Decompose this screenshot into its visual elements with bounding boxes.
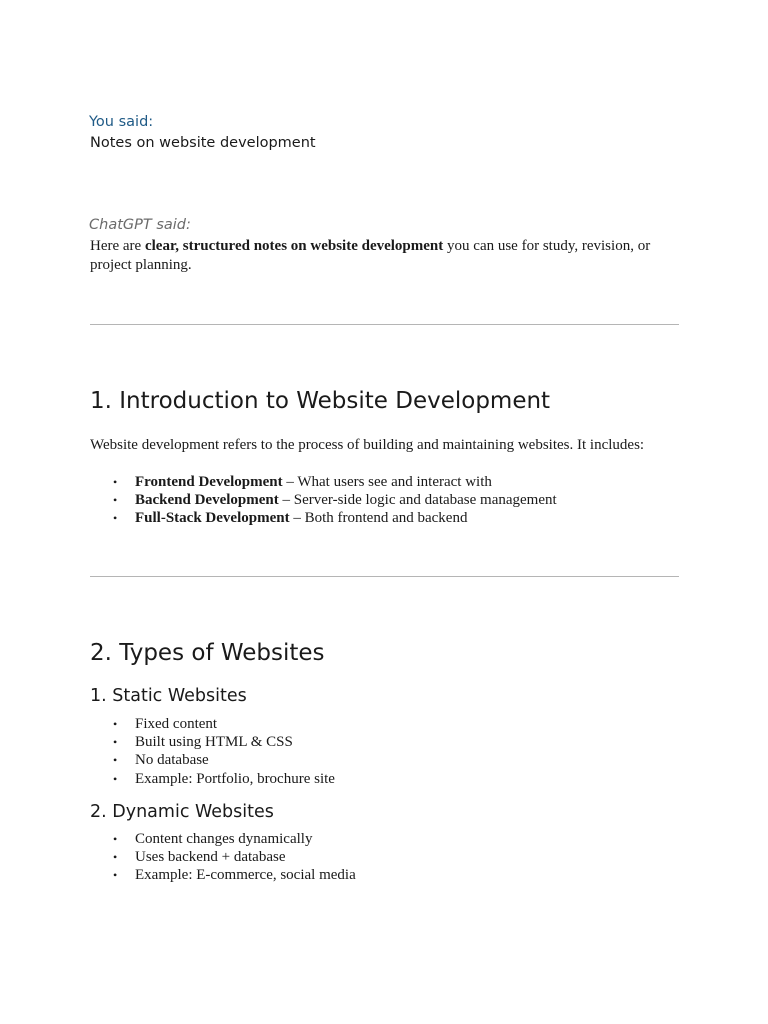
static-websites-list bbox=[90, 715, 335, 788]
user-label: You said: bbox=[89, 114, 154, 130]
list-item-term: Frontend Development bbox=[135, 474, 283, 490]
assistant-intro bbox=[90, 237, 679, 275]
assistant-label: ChatGPT said: bbox=[89, 217, 191, 233]
list-item bbox=[90, 491, 557, 509]
intro-text-bold: clear, structured notes on website development bbox=[144, 238, 444, 254]
bullet-icon: • bbox=[113, 511, 118, 526]
list-item-description: – Server-side logic and database management bbox=[278, 492, 557, 509]
list-item-text: Example: E-commerce, social media bbox=[135, 867, 356, 884]
list-item bbox=[90, 733, 335, 751]
list-item bbox=[90, 830, 356, 848]
dynamic-websites-list bbox=[90, 830, 356, 885]
section-divider bbox=[90, 576, 679, 577]
list-item bbox=[90, 770, 335, 788]
bullet-icon: • bbox=[113, 735, 118, 750]
intro-text-start: Here are bbox=[90, 238, 145, 254]
list-item-term: Backend Development bbox=[135, 492, 279, 509]
list-item-text: No database bbox=[135, 752, 209, 769]
bullet-icon: • bbox=[113, 868, 118, 883]
bullet-icon: • bbox=[113, 850, 118, 865]
subheading-dynamic-websites: 2. Dynamic Websites bbox=[90, 802, 274, 822]
list-item-description: – What users see and interact with bbox=[282, 474, 492, 490]
list-item bbox=[90, 866, 356, 884]
development-types-list bbox=[90, 473, 557, 528]
bullet-icon: • bbox=[113, 717, 118, 731]
section-divider bbox=[90, 324, 679, 325]
bullet-icon: • bbox=[113, 771, 118, 786]
bullet-icon: • bbox=[113, 475, 118, 489]
list-item bbox=[90, 715, 335, 733]
list-item-text: Uses backend + database bbox=[135, 849, 286, 866]
list-item-text: Built using HTML & CSS bbox=[135, 734, 293, 751]
list-item bbox=[90, 473, 557, 491]
bullet-icon: • bbox=[113, 832, 118, 846]
subheading-static-websites: 1. Static Websites bbox=[90, 686, 247, 706]
list-item bbox=[90, 751, 335, 769]
section-heading-types: 2. Types of Websites bbox=[90, 640, 325, 666]
list-item bbox=[90, 509, 557, 527]
user-message: Notes on website development bbox=[90, 135, 316, 151]
bullet-icon: • bbox=[113, 493, 118, 508]
intro-text-end: you can use for study, revision, or project planning. bbox=[90, 238, 651, 273]
list-item-text: Content changes dynamically bbox=[135, 831, 313, 847]
list-item-text: Fixed content bbox=[135, 716, 218, 732]
list-item-term: Full-Stack Development bbox=[135, 510, 290, 527]
section-paragraph-introduction: Website development refers to the process of building and maintaining websites. It includes: bbox=[90, 437, 645, 453]
list-item bbox=[90, 848, 356, 866]
bullet-icon: • bbox=[113, 753, 118, 768]
section-heading-introduction: 1. Introduction to Website Development bbox=[90, 388, 551, 414]
list-item-text: Example: Portfolio, brochure site bbox=[135, 770, 335, 787]
list-item-description: – Both frontend and backend bbox=[289, 510, 468, 527]
